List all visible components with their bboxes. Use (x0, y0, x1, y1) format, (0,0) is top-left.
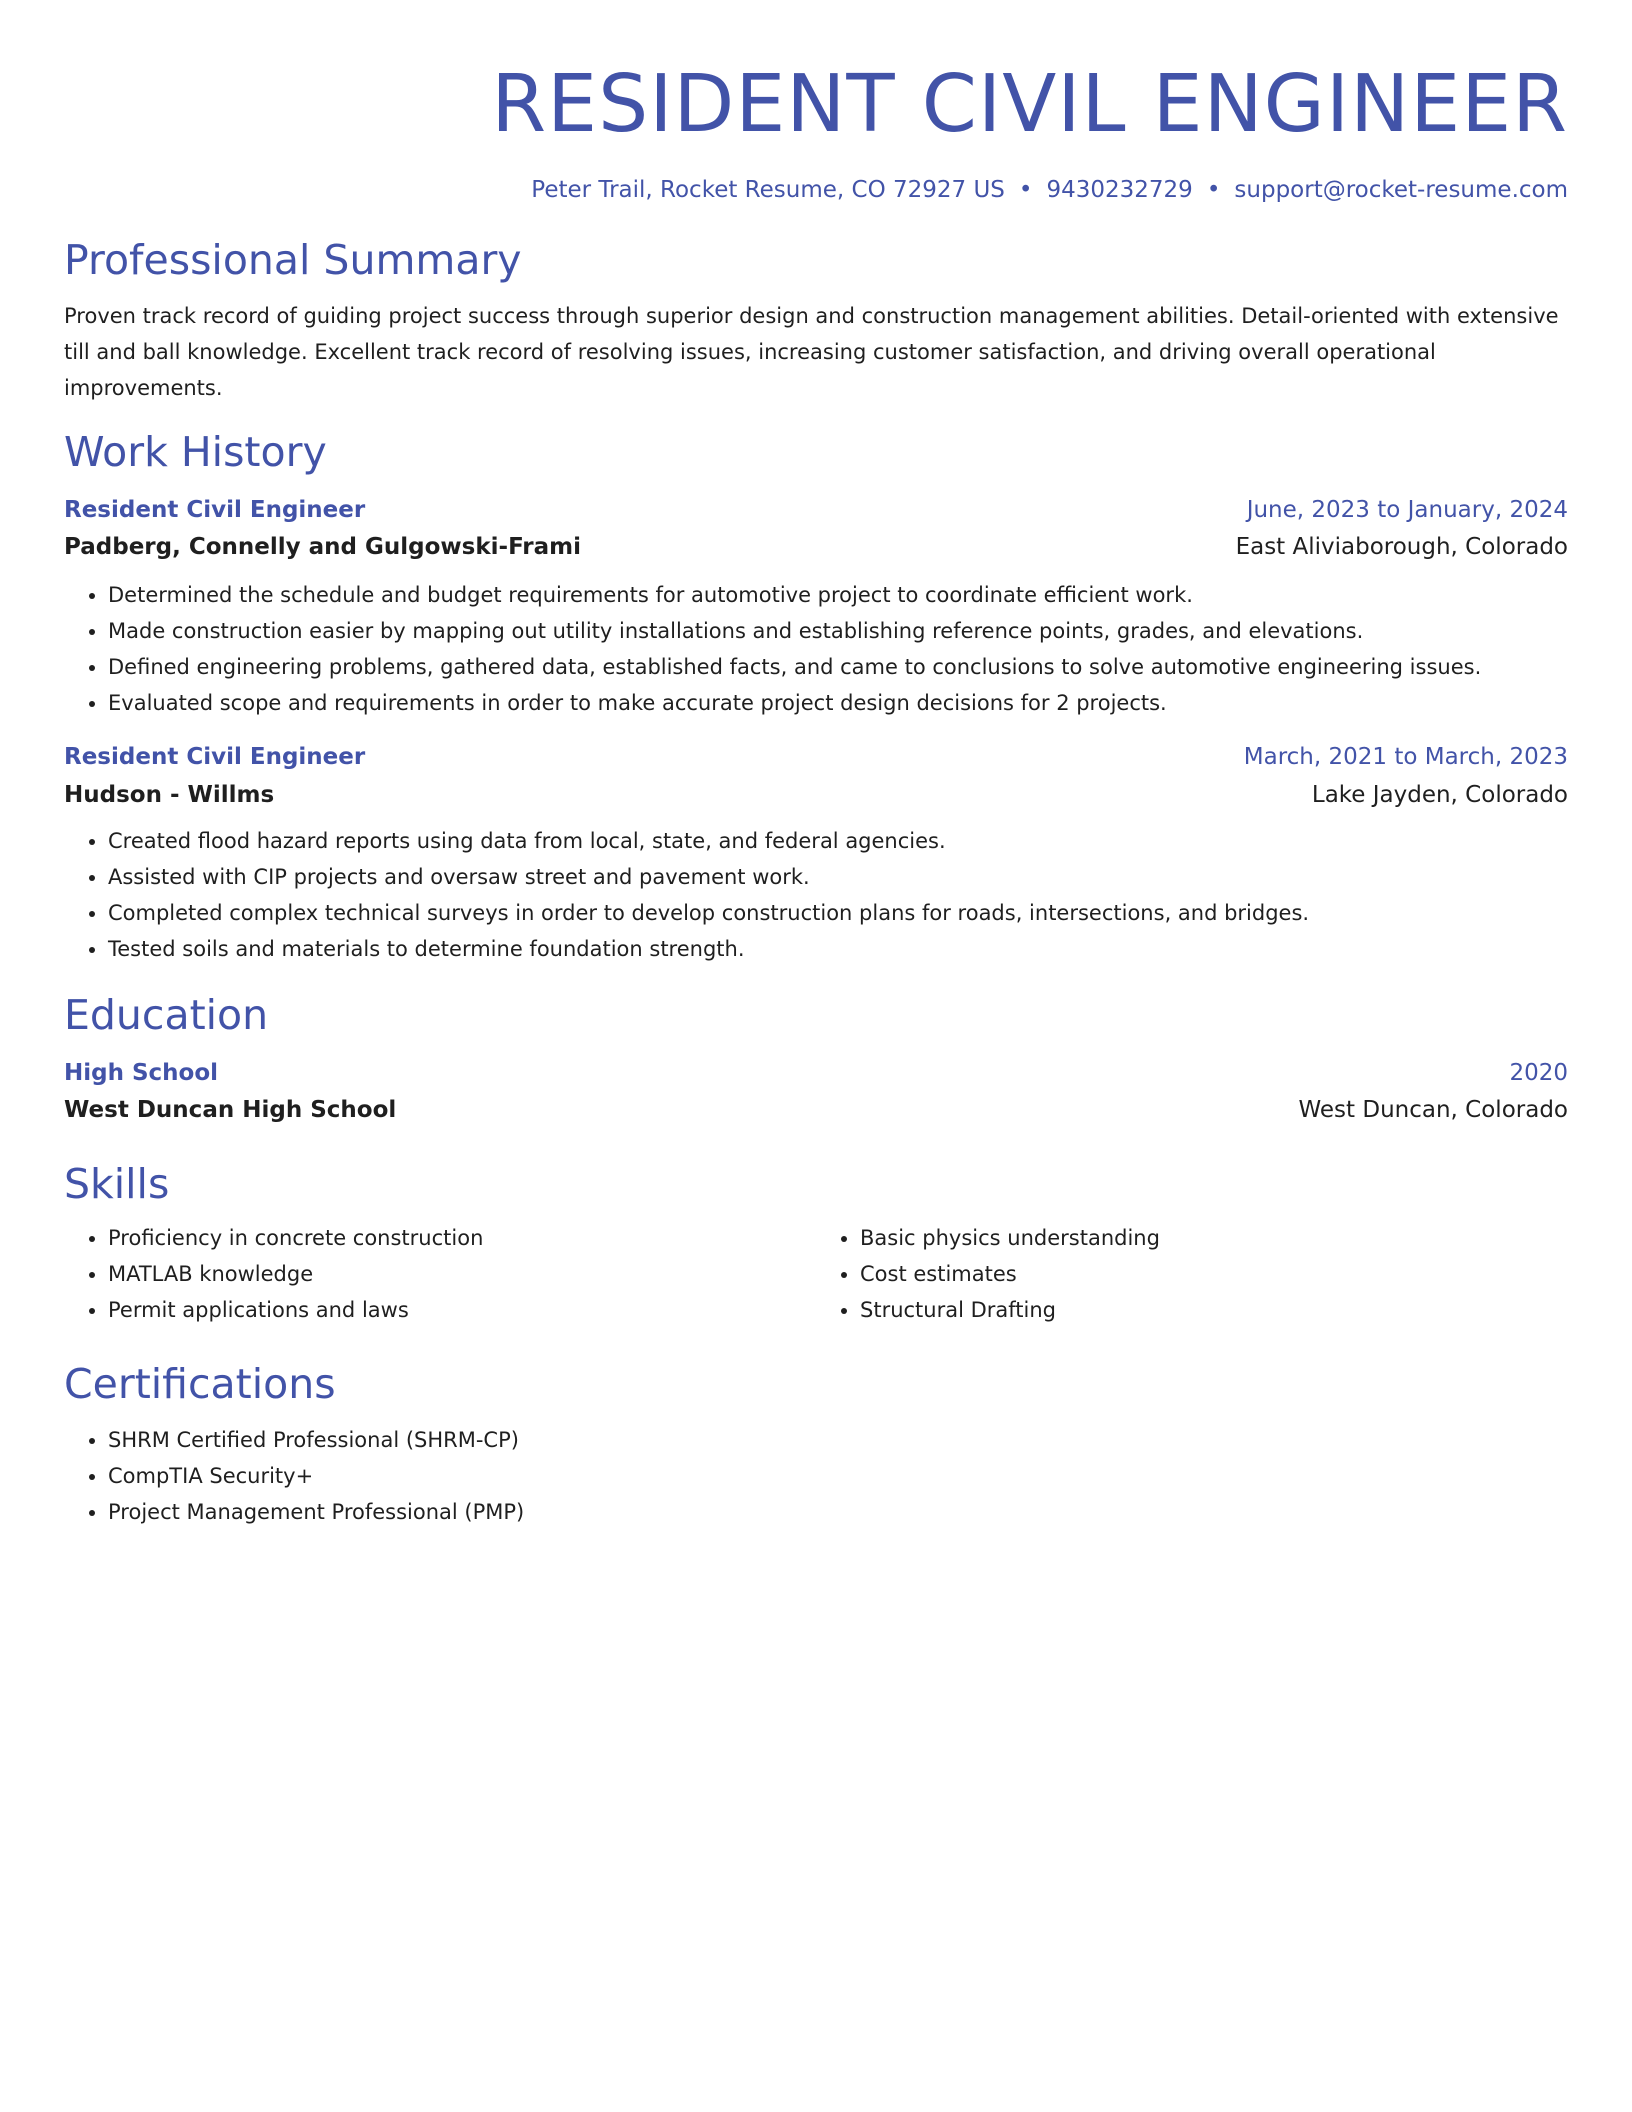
summary-section (64, 234, 1568, 406)
summary-heading: Professional Summary (64, 236, 522, 284)
contact-separator: • (1206, 177, 1221, 203)
work-heading: Work History (64, 428, 327, 476)
job-company: Padberg, Connelly and Gulgowski-Frami (64, 534, 582, 560)
skills-list-left (64, 1220, 816, 1328)
list-item: • Assisted with CIP projects and oversaw street and pavement work. (108, 859, 1568, 895)
list-item: • MATLAB knowledge (108, 1256, 816, 1292)
certifications-list (64, 1422, 1568, 1530)
education-year: 2020 (1509, 1060, 1568, 1086)
education-school: West Duncan High School (64, 1097, 397, 1123)
contact-separator: • (1018, 177, 1033, 203)
job-company-row (64, 531, 1568, 563)
job-entry (64, 494, 1568, 721)
job-company: Hudson - Willms (64, 782, 275, 808)
job-role: Resident Civil Engineer (64, 497, 366, 523)
list-item: • CompTIA Security+ (108, 1458, 1568, 1494)
job-header-row (64, 494, 1568, 526)
contact-email: support@rocket-resume.com (1234, 177, 1568, 203)
list-item: • Proficiency in concrete construction (108, 1220, 816, 1256)
list-item: • Evaluated scope and requirements in order to make accurate project design decisions for 2 projects. (108, 685, 1568, 721)
list-item: • Determined the schedule and budget requirements for automotive project to coordinate efficient work. (108, 577, 1568, 613)
education-header-row (64, 1057, 1568, 1089)
education-section (64, 989, 1568, 1126)
education-heading: Education (64, 991, 269, 1039)
list-item: • Made construction easier by mapping out utility installations and establishing reference points, grades, and elevations. (108, 613, 1568, 649)
list-item: • Permit applications and laws (108, 1292, 816, 1328)
list-item: • Defined engineering problems, gathered data, established facts, and came to conclusions to solve automotive engineering issues. (108, 649, 1568, 685)
skills-list-right (816, 1220, 1568, 1328)
job-header-row (64, 741, 1568, 773)
job-location: East Aliviaborough, Colorado (1235, 534, 1568, 560)
list-item: • Completed complex technical surveys in order to develop construction plans for roads, intersections, and bridges. (108, 895, 1568, 931)
resume-page (64, 0, 1568, 1530)
job-bullets (64, 577, 1568, 721)
job-entry (64, 741, 1568, 967)
job-dates: June, 2023 to January, 2024 (1246, 497, 1568, 523)
list-item: • SHRM Certified Professional (SHRM-CP) (108, 1422, 1568, 1458)
work-section (64, 426, 1568, 967)
job-role: Resident Civil Engineer (64, 744, 366, 770)
skills-columns (64, 1220, 1568, 1328)
education-degree: High School (64, 1060, 219, 1086)
list-item: • Structural Drafting (860, 1292, 1568, 1328)
list-item: • Cost estimates (860, 1256, 1568, 1292)
list-item: • Created flood hazard reports using data from local, state, and federal agencies. (108, 823, 1568, 859)
job-dates: March, 2021 to March, 2023 (1243, 744, 1568, 770)
skills-section (64, 1158, 1568, 1328)
summary-text: Proven track record of guiding project success through superior design and construction management abilities. Detail-oriented with extensive till and ball knowledge. Excellent track record of resolving issues, increasing customer satisfaction, and driving overall operational improvements. (64, 304, 1559, 400)
list-item: • Basic physics understanding (860, 1220, 1568, 1256)
resume-title: RESIDENT CIVIL ENGINEER (491, 58, 1568, 150)
job-bullets (64, 823, 1568, 967)
certifications-heading: Certifications (64, 1360, 336, 1408)
skills-heading: Skills (64, 1160, 170, 1208)
job-company-row (64, 779, 1568, 811)
education-location: West Duncan, Colorado (1298, 1097, 1568, 1123)
education-school-row (64, 1094, 1568, 1126)
certifications-section (64, 1358, 1568, 1530)
contact-phone: 9430232729 (1046, 177, 1193, 203)
resume-header (64, 56, 1568, 206)
contact-line (64, 174, 1568, 206)
list-item: • Project Management Professional (PMP) (108, 1494, 1568, 1530)
job-location: Lake Jayden, Colorado (1311, 782, 1568, 808)
contact-address: Peter Trail, Rocket Resume, CO 72927 US (531, 177, 1005, 203)
list-item: • Tested soils and materials to determine foundation strength. (108, 931, 1568, 967)
